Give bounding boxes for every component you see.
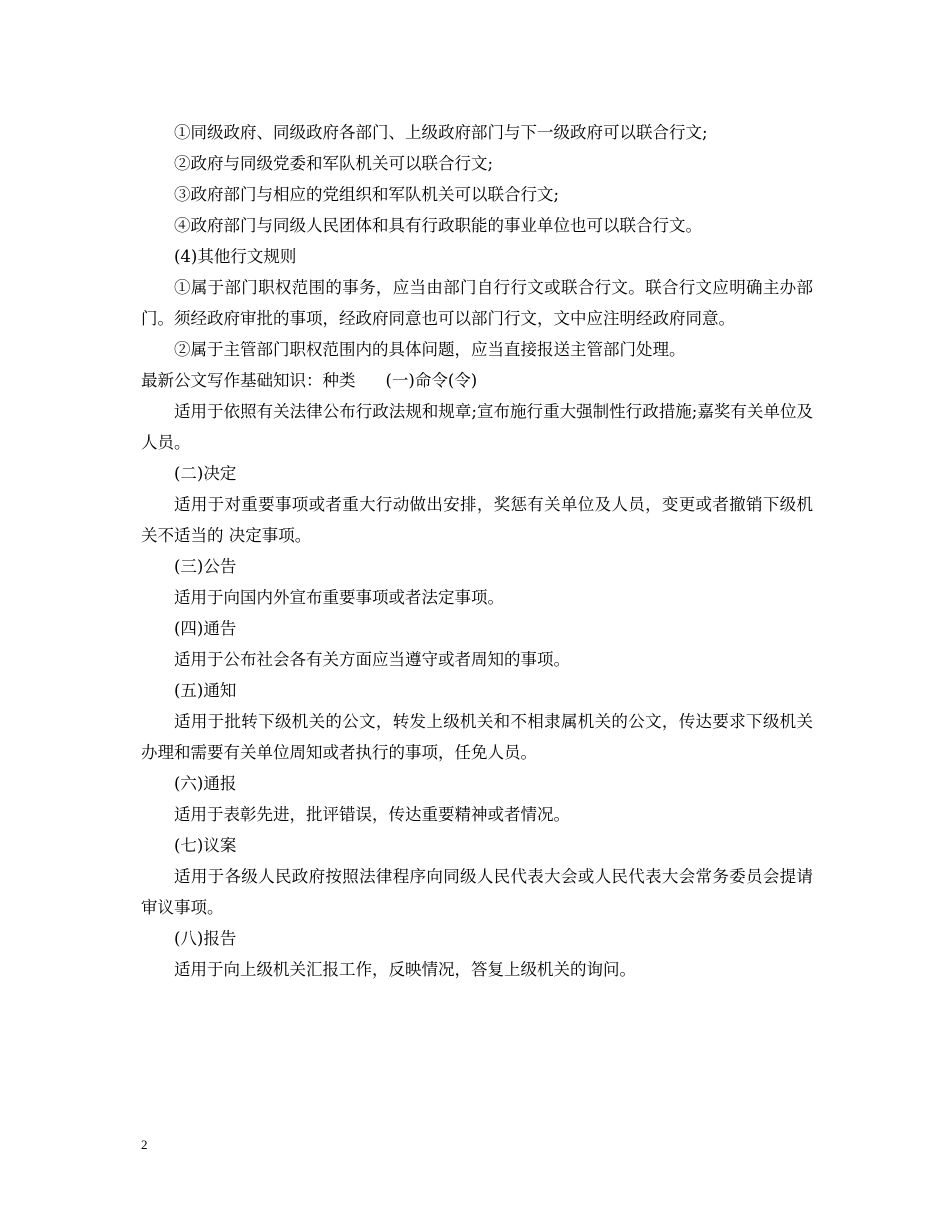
other-rule-item-1: ①属于部门职权范围的事务，应当由部门自行行文或联合行文。联合行文应明确主办部门。须经政府审批的事项，经政府同意也可以部门行文，文中应注明经政府同意。 <box>141 278 813 328</box>
section-title-line <box>141 365 813 396</box>
type-desc-6: 适用于表彰先进，批评错误，传达重要精神或者情况。 <box>174 805 570 824</box>
type-heading-1: (一)命令(令) <box>385 371 478 390</box>
rule-item-4: ④政府部门与同级人民团体和具有行政职能的事业单位也可以联合行文。 <box>174 216 702 235</box>
type-heading-2: (二)决定 <box>174 464 237 483</box>
rule-item-1: ①同级政府、同级政府各部门、上级政府部门与下一级政府可以联合行文; <box>174 123 708 142</box>
rule-item-2: ②政府与同级党委和军队机关可以联合行文; <box>174 154 494 173</box>
subsection-heading-other-rules: (4)其他行文规则 <box>174 247 297 266</box>
type-desc-2: 适用于对重要事项或者重大行动做出安排，奖惩有关单位及人员，变更或者撤销下级机关不适当的 决定事项。 <box>141 495 813 545</box>
type-heading-6: (六)通报 <box>174 774 237 793</box>
document-page <box>141 117 813 985</box>
other-rule-item-2: ②属于主管部门职权范围内的具体问题，应当直接报送主管部门处理。 <box>174 340 686 359</box>
type-heading-8: (八)报告 <box>174 929 237 948</box>
rule-item-3: ③政府部门与相应的党组织和军队机关可以联合行文; <box>174 185 560 204</box>
type-desc-8: 适用于向上级机关汇报工作，反映情况，答复上级机关的询问。 <box>174 960 636 979</box>
type-desc-1: 适用于依照有关法律公布行政法规和规章;宣布施行重大强制性行政措施;嘉奖有关单位及人员。 <box>141 402 813 452</box>
type-desc-4: 适用于公布社会各有关方面应当遵守或者周知的事项。 <box>174 650 570 669</box>
type-heading-4: (四)通告 <box>174 619 237 638</box>
page-number: 2 <box>141 1137 148 1152</box>
type-desc-7: 适用于各级人民政府按照法律程序向同级人民代表大会或人民代表大会常务委员会提请审议事项。 <box>141 867 813 917</box>
section-title: 最新公文写作基础知识：种类 <box>141 371 356 390</box>
type-heading-5: (五)通知 <box>174 681 237 700</box>
type-heading-7: (七)议案 <box>174 836 237 855</box>
type-desc-5: 适用于批转下级机关的公文，转发上级机关和不相隶属机关的公文，传达要求下级机关办理和需要有关单位周知或者执行的事项，任免人员。 <box>141 712 813 762</box>
type-desc-3: 适用于向国内外宣布重要事项或者法定事项。 <box>174 588 504 607</box>
type-heading-3: (三)公告 <box>174 557 237 576</box>
